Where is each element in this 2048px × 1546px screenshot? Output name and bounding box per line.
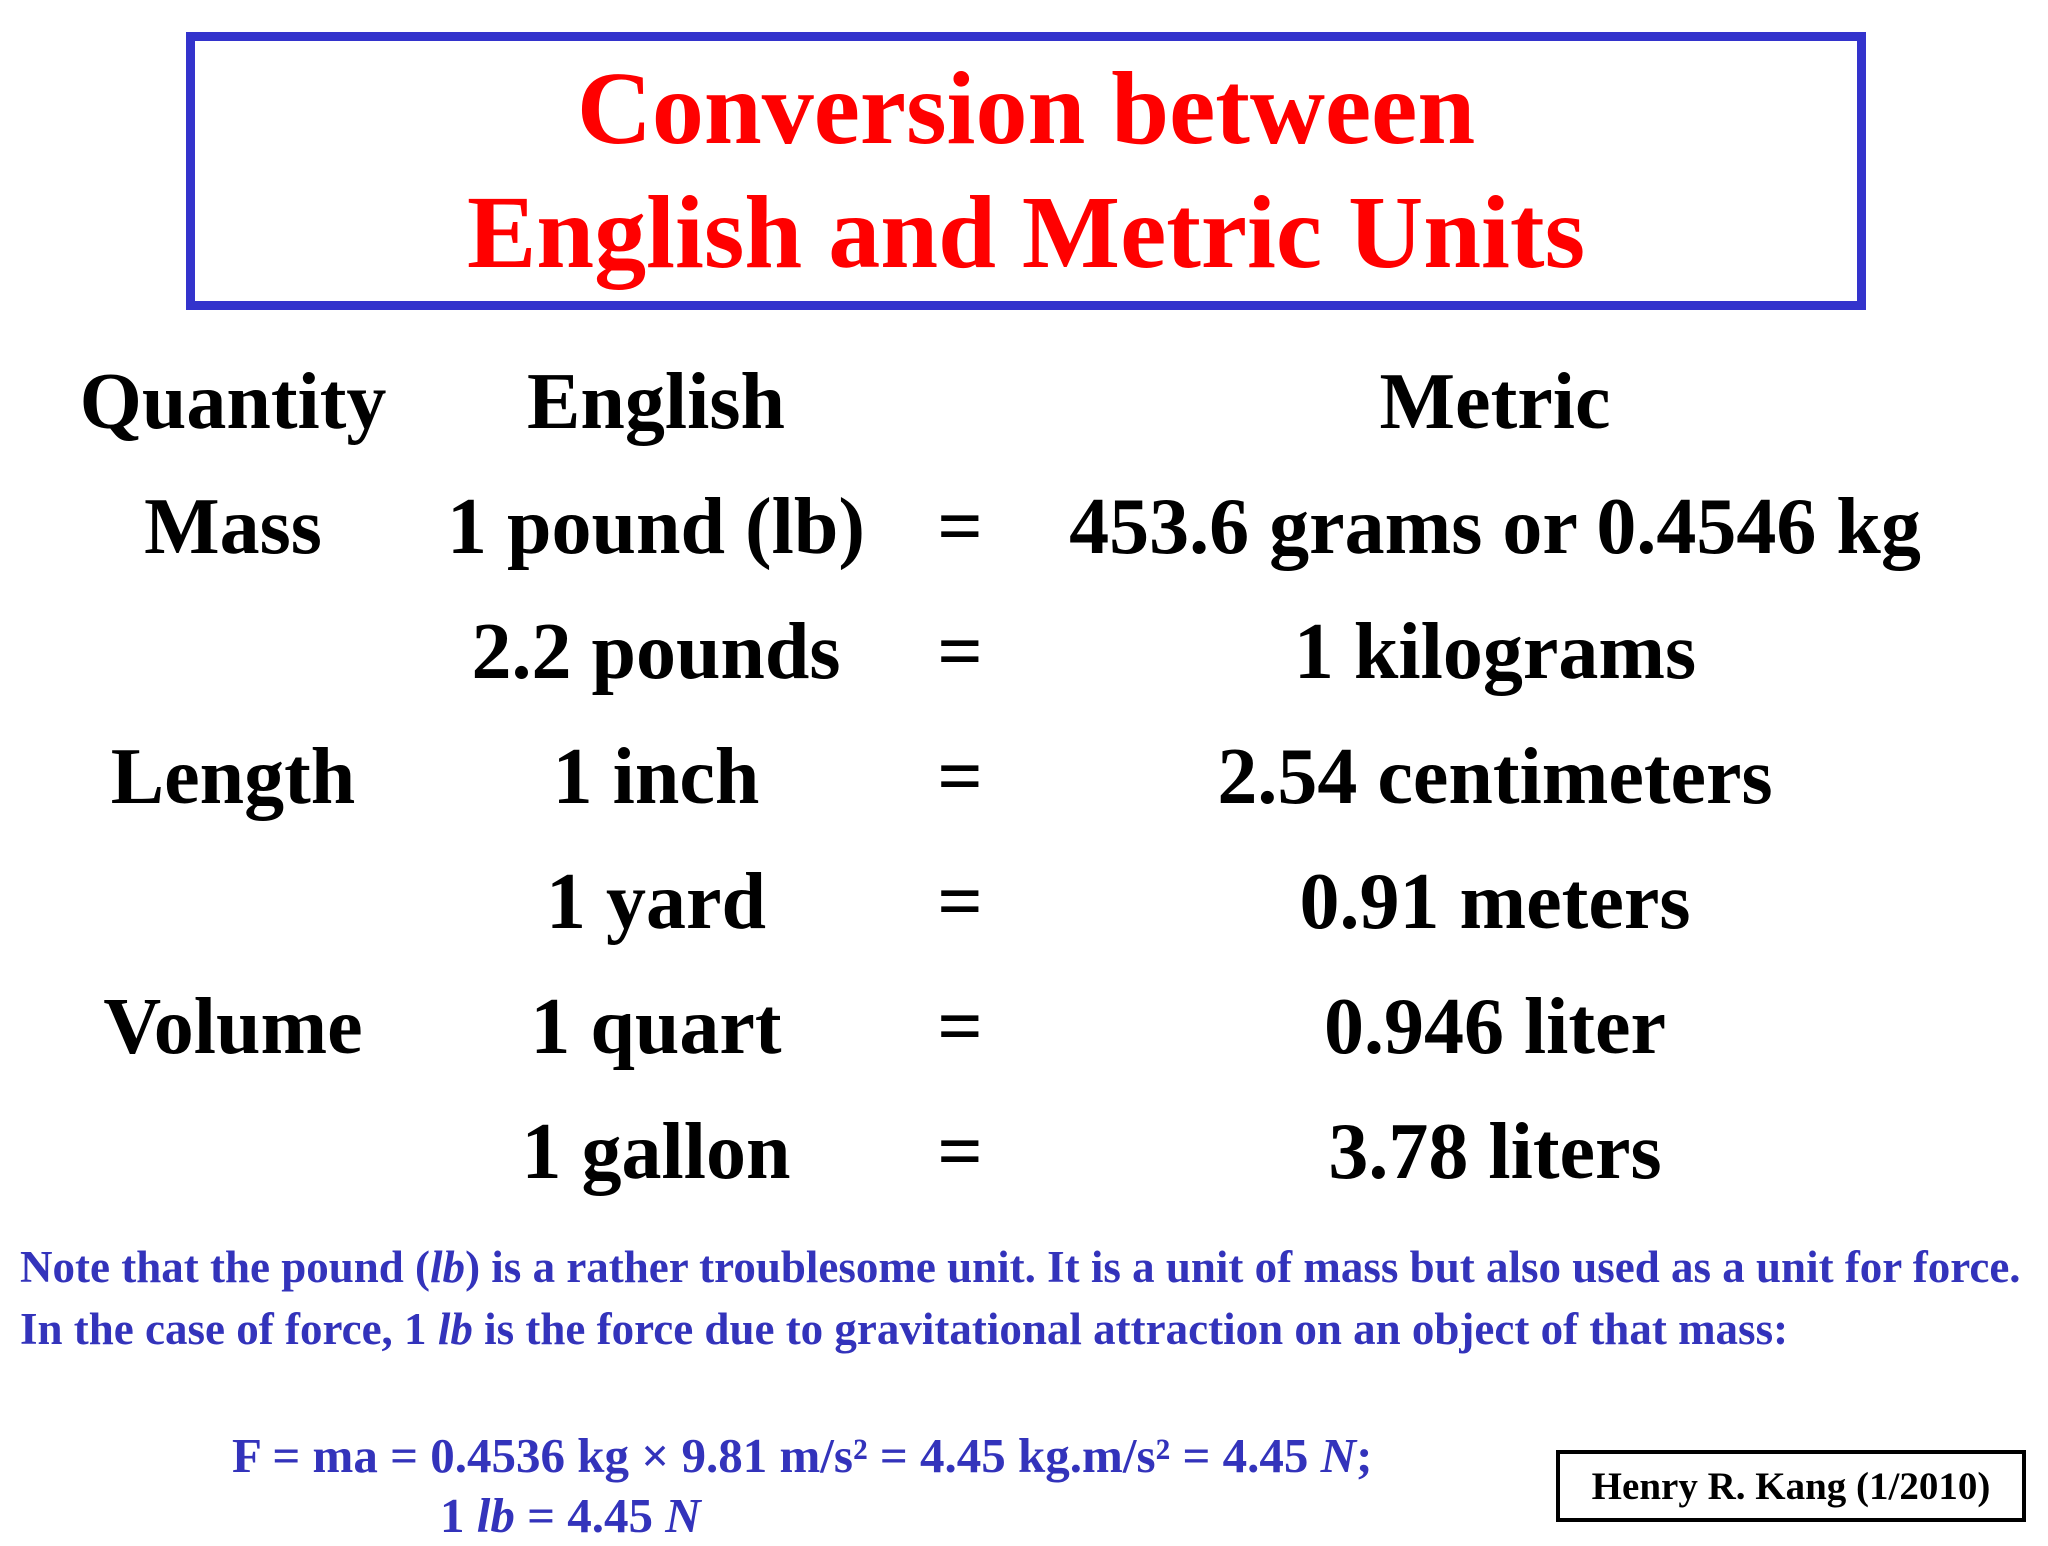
formula-1-main: F = ma = 0.4536 kg × 9.81 m/s² = 4.45 kg.m/s² = 4.45 [232, 1428, 1321, 1483]
note-lb-2: lb [437, 1304, 473, 1354]
note-text-2: ) is a rather troublesome unit. It is a unit of mass but also used as a unit for force. In the case of force, 1 [20, 1242, 2021, 1354]
row-pounds-metric: 1 kilograms [1293, 608, 1697, 696]
row-inch-english: 1 inch [552, 733, 760, 821]
row-inch-equals: = [937, 733, 983, 821]
header-english: English [527, 358, 785, 446]
title-line-2: English and Metric Units [466, 175, 1586, 290]
row-yard-english: 1 yard [546, 858, 766, 946]
row-yard-metric: 0.91 meters [1299, 858, 1691, 946]
header-quantity: Quantity [79, 358, 387, 446]
row-mass-quantity: Mass [144, 483, 322, 571]
author-credit: Henry R. Kang (1/2010) [1556, 1450, 2026, 1522]
row-gallon-english: 1 gallon [521, 1108, 791, 1196]
row-mass-metric: 453.6 grams or 0.4546 kg [1069, 483, 1921, 571]
note-paragraph [20, 1236, 2030, 1360]
header-metric: Metric [1379, 358, 1611, 446]
formula-line-1 [232, 1426, 1372, 1486]
note-text-1: Note that the pound ( [20, 1242, 431, 1292]
formula-line-2 [440, 1486, 701, 1546]
row-quart-equals: = [937, 983, 983, 1071]
row-quart-metric: 0.946 liter [1323, 983, 1667, 1071]
row-length-quantity: Length [110, 733, 356, 821]
row-pounds-english: 2.2 pounds [471, 608, 841, 696]
row-volume-quantity: Volume [103, 983, 363, 1071]
note-lb-1: lb [430, 1242, 466, 1292]
row-mass-english: 1 pound (lb) [447, 483, 865, 571]
formula-1-end: ; [1356, 1428, 1373, 1483]
row-inch-metric: 2.54 centimeters [1217, 733, 1773, 821]
formula-2-eq: = 4.45 [514, 1488, 666, 1543]
formula-2-lb: lb [476, 1488, 515, 1543]
row-gallon-metric: 3.78 liters [1328, 1108, 1662, 1196]
formula-1-newton: N [1320, 1428, 1357, 1483]
row-gallon-equals: = [937, 1108, 983, 1196]
note-text-3: is the force due to gravitational attraction on an object of that mass: [472, 1304, 1789, 1354]
row-yard-equals: = [937, 858, 983, 946]
row-pounds-equals: = [937, 608, 983, 696]
title-box [186, 32, 1866, 310]
title-line-1: Conversion between [576, 51, 1476, 166]
row-mass-equals: = [937, 483, 983, 571]
formula-2-one: 1 [440, 1488, 477, 1543]
row-quart-english: 1 quart [530, 983, 782, 1071]
formula-2-newton: N [665, 1488, 701, 1543]
